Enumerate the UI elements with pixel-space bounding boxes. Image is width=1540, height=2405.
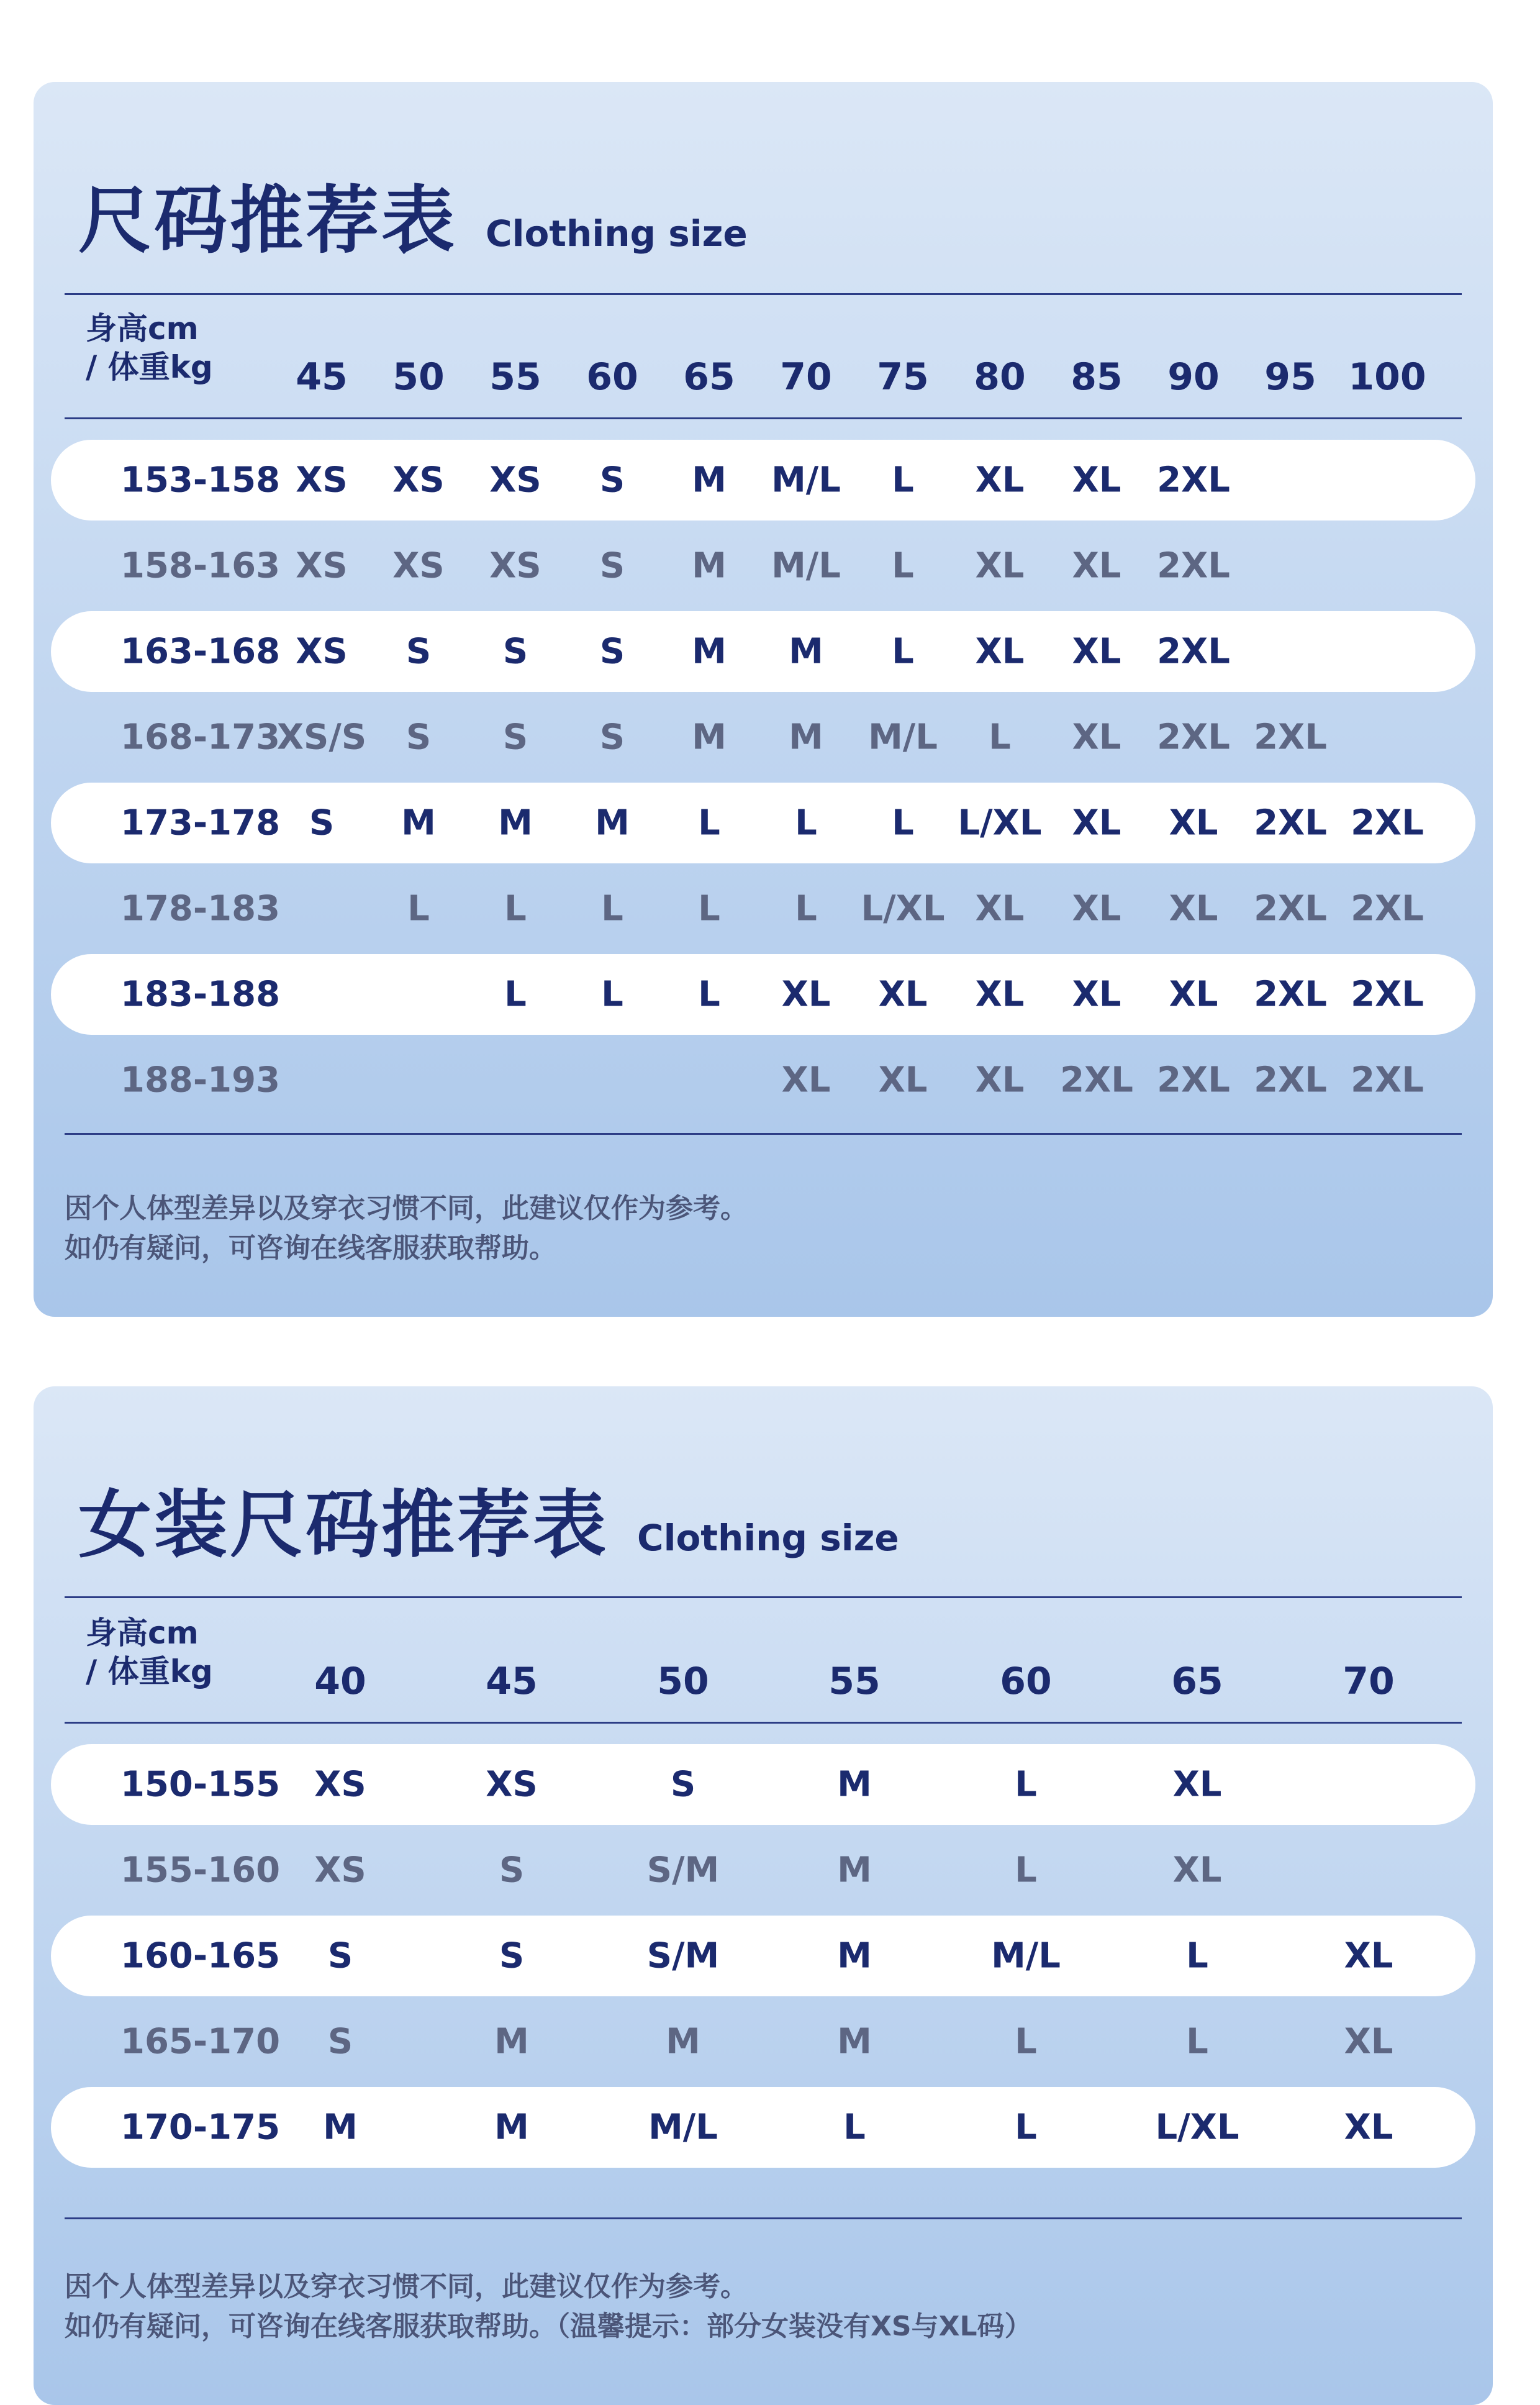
size-cell: L: [698, 888, 720, 929]
size-cell: XS: [314, 1850, 366, 1891]
size-cell: M: [692, 717, 727, 758]
size-cell: XL: [781, 1060, 831, 1101]
size-cell: M: [692, 631, 727, 672]
size-cell: S: [405, 631, 432, 672]
size-cell: XS: [296, 631, 348, 672]
size-cell: 2XL: [1157, 631, 1230, 672]
size-cell: XS: [486, 1764, 538, 1805]
size-cell: M: [666, 2021, 700, 2062]
height-range-cell: 165-170: [120, 2021, 281, 2062]
footnote: [65, 2267, 1032, 2347]
weight-header-cell: 80: [974, 355, 1026, 399]
footnote-line-2: 如仍有疑问，可咨询在线客服获取帮助。: [65, 1232, 556, 1264]
size-cell: XL: [975, 1060, 1025, 1101]
table-row: [51, 1040, 1475, 1121]
size-cell: S/M: [646, 1850, 720, 1891]
top-divider: [65, 293, 1462, 295]
size-cell: 2XL: [1060, 1060, 1133, 1101]
header-label: [86, 309, 213, 386]
table-row: [51, 440, 1475, 521]
footnote-line-1: 因个人体型差异以及穿衣习惯不同，此建议仅作为参考。: [65, 1193, 748, 1224]
size-cell: M: [692, 460, 727, 501]
size-cell: L: [407, 888, 430, 929]
footnote-line-2: 如仍有疑问，可咨询在线客服获取帮助。（温馨提示：部分女装没有XS与XL码）: [65, 2311, 1032, 2342]
subtitle-text: Clothing size: [637, 1517, 899, 1559]
footnote-line-1: 因个人体型差异以及穿衣习惯不同，此建议仅作为参考。: [65, 2271, 748, 2303]
size-cell: M: [323, 2107, 358, 2148]
size-cell: XL: [1172, 1764, 1222, 1805]
size-cell: L: [1015, 1850, 1037, 1891]
height-range-cell: 155-160: [120, 1850, 281, 1891]
size-cell: L: [989, 717, 1011, 758]
size-cell: S: [599, 717, 625, 758]
size-cell: M/L: [868, 717, 938, 758]
size-cell: L/XL: [958, 802, 1042, 843]
size-cell: L: [892, 802, 914, 843]
size-cell: XS: [489, 545, 541, 586]
size-cell: S: [499, 1850, 525, 1891]
size-cell: XL: [975, 545, 1025, 586]
size-cell: S/M: [646, 1935, 720, 1976]
size-cell: L: [601, 888, 623, 929]
size-cell: M: [692, 545, 727, 586]
size-cell: L/XL: [1155, 2107, 1239, 2148]
weight-header-cell: 65: [683, 355, 735, 399]
size-cell: M: [498, 802, 533, 843]
title-text: 女装尺码推荐表: [78, 1482, 609, 1568]
size-cell: S: [499, 1935, 525, 1976]
size-chart-title: [78, 161, 748, 267]
size-cell: S: [309, 802, 335, 843]
height-range-cell: 158-163: [120, 545, 281, 586]
size-cell: M: [837, 1764, 872, 1805]
header-label: [86, 1614, 213, 1691]
size-cell: L: [504, 888, 527, 929]
weight-header-cell: 65: [1171, 1660, 1223, 1703]
size-cell: 2XL: [1351, 974, 1424, 1015]
size-cell: 2XL: [1254, 974, 1327, 1015]
size-cell: XL: [1072, 545, 1121, 586]
top-divider: [65, 1596, 1462, 1598]
women-size-chart-title: [78, 1466, 899, 1571]
size-cell: XL: [975, 460, 1025, 501]
height-range-cell: 188-193: [120, 1060, 281, 1101]
table-row: [51, 1916, 1475, 1996]
weight-header-cell: 100: [1348, 355, 1426, 399]
size-cell: L: [1015, 1764, 1037, 1805]
weight-header-cell: 45: [296, 355, 348, 399]
size-cell: XL: [1344, 2021, 1393, 2062]
weight-header-cell: 90: [1167, 355, 1220, 399]
header-divider: [65, 1722, 1462, 1724]
size-cell: M: [837, 1850, 872, 1891]
size-cell: S: [405, 717, 432, 758]
table-row: [51, 868, 1475, 949]
size-cell: L: [698, 802, 720, 843]
weight-header-cell: 70: [780, 355, 832, 399]
size-cell: L: [504, 974, 527, 1015]
size-cell: 2XL: [1157, 545, 1230, 586]
size-cell: M: [837, 1935, 872, 1976]
size-cell: M: [494, 2107, 529, 2148]
weight-header-cell: 85: [1071, 355, 1123, 399]
size-cell: L: [1186, 2021, 1208, 2062]
size-cell: S: [670, 1764, 696, 1805]
height-range-cell: 170-175: [120, 2107, 281, 2148]
table-row: [51, 783, 1475, 863]
size-cell: 2XL: [1254, 717, 1327, 758]
size-cell: L/XL: [861, 888, 945, 929]
subtitle-text: Clothing size: [486, 212, 748, 255]
size-cell: L: [1015, 2021, 1037, 2062]
size-cell: M/L: [648, 2107, 718, 2148]
size-cell: L: [843, 2107, 866, 2148]
height-range-cell: 163-168: [120, 631, 281, 672]
table-row: [51, 954, 1475, 1035]
height-range-cell: 160-165: [120, 1935, 281, 1976]
size-cell: XL: [1169, 888, 1218, 929]
size-cell: XL: [1169, 802, 1218, 843]
size-cell: XL: [1172, 1850, 1222, 1891]
size-cell: L: [698, 974, 720, 1015]
height-range-cell: 183-188: [120, 974, 281, 1015]
header-label-height: 身高cm: [86, 311, 199, 347]
size-cell: S: [599, 545, 625, 586]
header-label-weight: / 体重kg: [86, 349, 213, 385]
size-cell: L: [892, 545, 914, 586]
size-cell: M/L: [771, 460, 841, 501]
size-cell: XL: [1072, 802, 1121, 843]
size-cell: M: [789, 717, 823, 758]
size-cell: L: [795, 802, 817, 843]
title-text: 尺码推荐表: [78, 178, 458, 263]
size-cell: 2XL: [1254, 1060, 1327, 1101]
weight-header-cell: 45: [486, 1660, 538, 1703]
size-cell: XL: [1072, 631, 1121, 672]
weight-header-cell: 50: [392, 355, 445, 399]
size-cell: XL: [1072, 717, 1121, 758]
size-cell: S: [327, 2021, 353, 2062]
size-cell: XL: [1344, 2107, 1393, 2148]
weight-header-cell: 50: [657, 1660, 709, 1703]
size-cell: XS/S: [276, 717, 367, 758]
weight-header-cell: 75: [877, 355, 929, 399]
height-range-cell: 150-155: [120, 1764, 281, 1805]
size-cell: XL: [1169, 974, 1218, 1015]
bottom-divider: [65, 2217, 1462, 2219]
size-cell: L: [1015, 2107, 1037, 2148]
height-range-cell: 173-178: [120, 802, 281, 843]
header-divider: [65, 417, 1462, 419]
size-cell: XS: [392, 460, 445, 501]
table-row: [51, 697, 1475, 778]
size-chart-card: [34, 82, 1493, 1317]
size-cell: S: [502, 631, 528, 672]
size-cell: M: [789, 631, 823, 672]
size-cell: XS: [314, 1764, 366, 1805]
size-cell: L: [601, 974, 623, 1015]
weight-header-cell: 60: [586, 355, 638, 399]
size-cell: 2XL: [1157, 460, 1230, 501]
size-cell: S: [599, 631, 625, 672]
size-cell: L: [892, 631, 914, 672]
size-cell: M: [494, 2021, 529, 2062]
table-row: [51, 1744, 1475, 1825]
size-cell: XL: [1072, 974, 1121, 1015]
size-cell: 2XL: [1157, 1060, 1230, 1101]
size-cell: XL: [975, 888, 1025, 929]
women-size-chart-card: [34, 1386, 1493, 2405]
table-row: [51, 2001, 1475, 2082]
height-range-cell: 153-158: [120, 460, 281, 501]
size-cell: 2XL: [1254, 802, 1327, 843]
table-row: [51, 1830, 1475, 1911]
size-cell: XL: [878, 1060, 928, 1101]
size-cell: XL: [975, 974, 1025, 1015]
size-cell: M: [595, 802, 630, 843]
size-cell: M: [401, 802, 436, 843]
weight-header-cell: 95: [1264, 355, 1316, 399]
size-cell: M: [837, 2021, 872, 2062]
table-row: [51, 2087, 1475, 2168]
size-cell: XS: [392, 545, 445, 586]
size-cell: XS: [296, 460, 348, 501]
size-cell: XL: [975, 631, 1025, 672]
header-label-weight: / 体重kg: [86, 1653, 213, 1689]
size-cell: S: [327, 1935, 353, 1976]
weight-header-cell: 70: [1343, 1660, 1395, 1703]
size-cell: S: [599, 460, 625, 501]
size-cell: XL: [1072, 460, 1121, 501]
height-range-cell: 168-173: [120, 717, 281, 758]
size-cell: 2XL: [1157, 717, 1230, 758]
size-cell: XS: [489, 460, 541, 501]
size-cell: 2XL: [1351, 802, 1424, 843]
size-cell: 2XL: [1254, 888, 1327, 929]
size-cell: M/L: [771, 545, 841, 586]
size-cell: L: [795, 888, 817, 929]
size-cell: 2XL: [1351, 1060, 1424, 1101]
weight-header-cell: 40: [314, 1660, 366, 1703]
size-cell: 2XL: [1351, 888, 1424, 929]
table-row: [51, 525, 1475, 606]
weight-header-cell: 55: [489, 355, 541, 399]
size-cell: XL: [1344, 1935, 1393, 1976]
footnote: [65, 1189, 748, 1268]
size-cell: L: [892, 460, 914, 501]
size-cell: L: [1186, 1935, 1208, 1976]
size-cell: XL: [878, 974, 928, 1015]
size-cell: XL: [781, 974, 831, 1015]
bottom-divider: [65, 1133, 1462, 1135]
table-row: [51, 611, 1475, 692]
size-cell: XL: [1072, 888, 1121, 929]
weight-header-cell: 60: [1000, 1660, 1052, 1703]
height-range-cell: 178-183: [120, 888, 281, 929]
size-cell: M/L: [991, 1935, 1061, 1976]
header-label-height: 身高cm: [86, 1615, 199, 1651]
weight-header-cell: 55: [828, 1660, 881, 1703]
size-cell: XS: [296, 545, 348, 586]
size-cell: S: [502, 717, 528, 758]
